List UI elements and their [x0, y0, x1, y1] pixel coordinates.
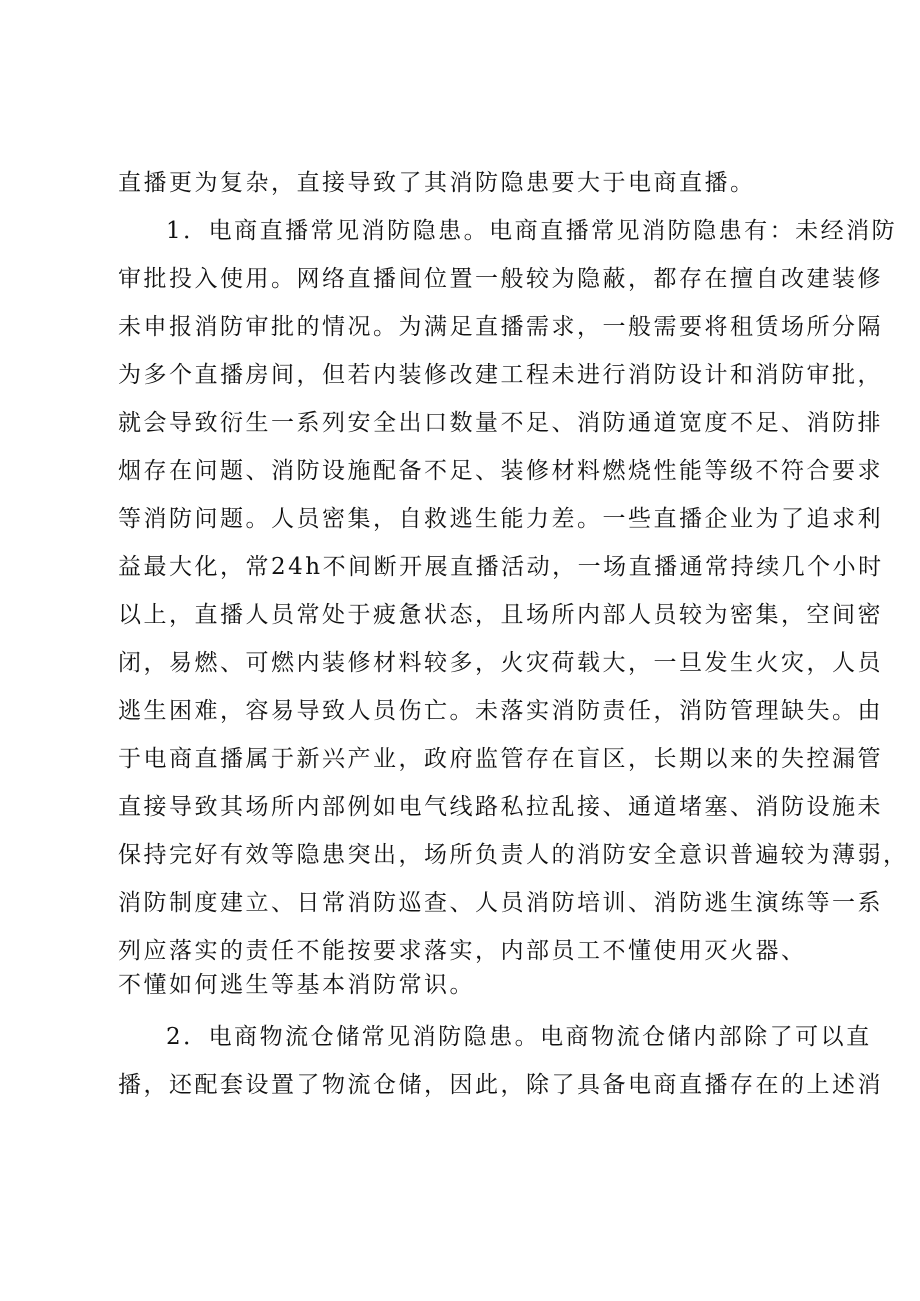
text-line-20: 播，还配套设置了物流仓储，因此，除了具备电商直播存在的上述消: [118, 1072, 883, 1098]
text-line-11: 闭，易燃、可燃内装修材料较多，火灾荷载大，一旦发生火灾，人员: [118, 650, 883, 676]
text-line-9: 益最大化，常24h不间断开展直播活动，一场直播通常持续几个小时: [118, 554, 884, 580]
text-line-14: 直接导致其场所内部例如电气线路私拉乱接、通道堵塞、消防设施未: [118, 794, 883, 820]
text-line-18: 不懂如何逃生等基本消防常识。: [118, 972, 475, 998]
text-line-5: 为多个直播房间，但若内装修改建工程未进行消防设计和消防审批，: [118, 362, 883, 388]
text-line-15: 保持完好有效等隐患突出，场所负责人的消防安全意识普遍较为薄弱，: [118, 842, 909, 868]
text-line-19: 2．电商物流仓储常见消防隐患。电商物流仓储内部除了可以直: [166, 1024, 872, 1050]
text-line-1: 直播更为复杂，直接导致了其消防隐患要大于电商直播。: [118, 170, 756, 196]
text-line-2: 1．电商直播常见消防隐患。电商直播常见消防隐患有：未经消防: [166, 218, 898, 244]
text-line-13: 于电商直播属于新兴产业，政府监管存在盲区，长期以来的失控漏管: [118, 746, 883, 772]
text-line-3: 审批投入使用。网络直播间位置一般较为隐蔽，都存在擅自改建装修: [118, 266, 883, 292]
text-line-4: 未申报消防审批的情况。为满足直播需求，一般需要将租赁场所分隔: [118, 314, 883, 340]
text-line-6: 就会导致衍生一系列安全出口数量不足、消防通道宽度不足、消防排: [118, 410, 883, 436]
text-line-12: 逃生困难，容易导致人员伤亡。未落实消防责任，消防管理缺失。由: [118, 698, 883, 724]
text-line-17: 列应落实的责任不能按要求落实，内部员工不懂使用灭火器、: [118, 938, 807, 964]
text-line-8: 等消防问题。人员密集，自救逃生能力差。一些直播企业为了追求利: [118, 506, 883, 532]
text-line-7: 烟存在问题、消防设施配备不足、装修材料燃烧性能等级不符合要求: [118, 458, 883, 484]
text-line-10: 以上，直播人员常处于疲惫状态，且场所内部人员较为密集，空间密: [118, 602, 883, 628]
text-line-16: 消防制度建立、日常消防巡查、人员消防培训、消防逃生演练等一系: [118, 890, 883, 916]
